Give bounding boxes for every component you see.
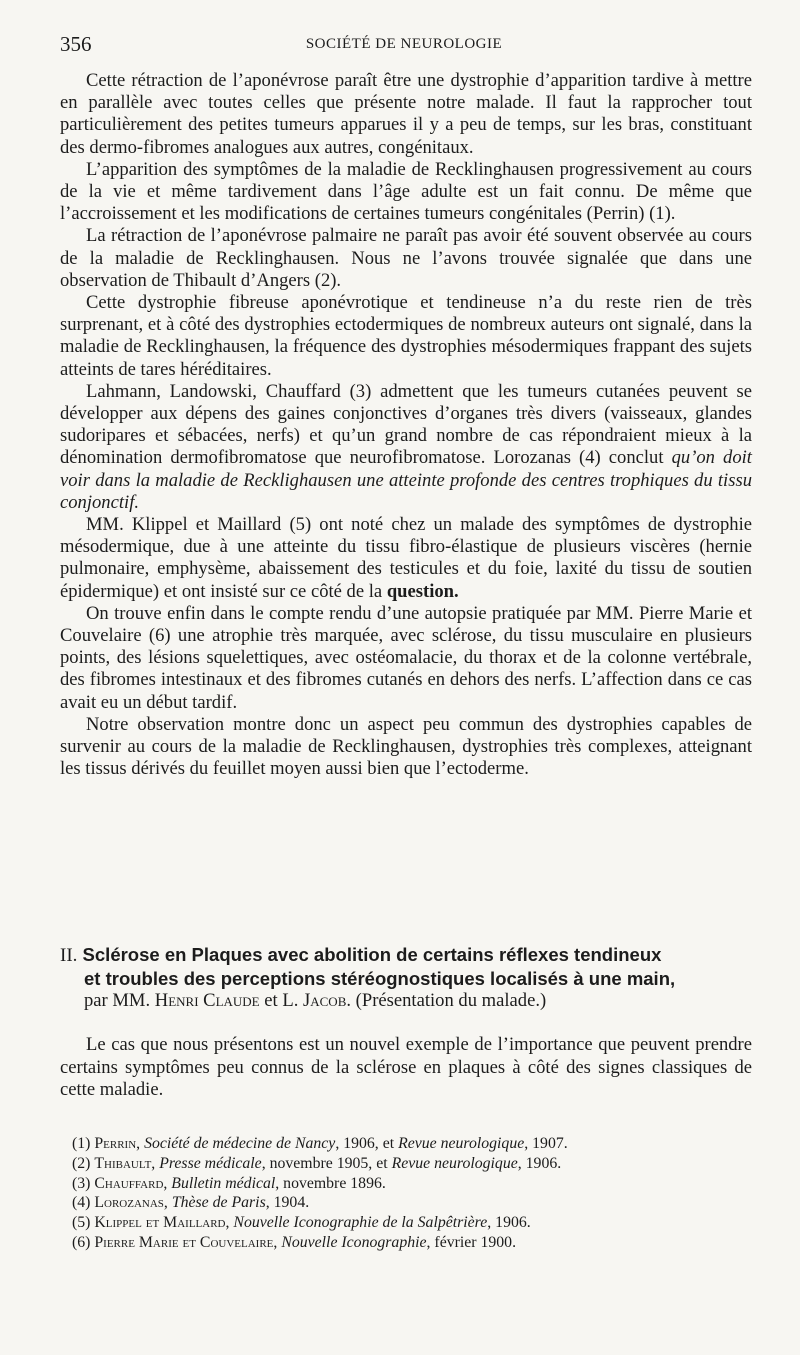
footnote-number: (4) — [72, 1194, 91, 1212]
footnote-source: Presse médicale — [159, 1154, 262, 1172]
footnote — [72, 1154, 752, 1174]
running-head — [60, 30, 748, 60]
paragraph — [60, 514, 752, 603]
footnote — [72, 1233, 752, 1253]
presentation-note: . (Présentation du malade.) — [346, 990, 547, 1011]
footnote-details: , 1904. — [265, 1194, 310, 1212]
footnote-details: , 1906, et — [335, 1135, 399, 1152]
byline — [84, 990, 752, 1013]
footnote-details: , 1906. — [517, 1154, 562, 1172]
footnote-author: Pierre Marie et Couvelaire — [94, 1233, 274, 1251]
byline-by: par MM. — [84, 990, 151, 1011]
footnote-author: Klippel et Maillard — [94, 1214, 226, 1232]
footnote-details: , 1906. — [487, 1214, 531, 1232]
footnote — [72, 1213, 752, 1233]
paragraph: Le cas que nous présentons est un nouvel exemple de l’importance que peuvent prendre certains symptômes peu connus de la sclérose en plaques à côté des signes classiques de cette maladie. — [60, 1034, 752, 1100]
footnote — [72, 1193, 752, 1213]
bold-word: question. — [386, 580, 459, 602]
page-number: 356 — [60, 32, 92, 56]
section-heading-block — [60, 944, 752, 1013]
footnote-number: (6) — [72, 1233, 91, 1251]
footnote-source: Revue neurologique — [398, 1135, 525, 1152]
paragraph: La rétraction de l’aponévrose palmaire ne paraît pas avoir été souvent observée au cours de la maladie de Recklinghausen. Nous ne l’avons trouvée signalée que dans une observation de Thibault d’Angers (2). — [60, 225, 752, 291]
footnote-author: Chauffard — [94, 1174, 164, 1192]
footnote-details: , novembre 1905, et — [261, 1154, 392, 1172]
section-title-line-1: Sclérose en Plaques avec abolition de certains réflexes tendineux — [82, 944, 662, 965]
italic-quote: qu’on doit voir dans la maladie de Recklighausen une atteinte profonde des centres trophiques du tissu conjonctif. — [60, 447, 752, 513]
footnote-separator: , — [225, 1214, 234, 1232]
footnote-source: Nouvelle Iconographie — [281, 1233, 427, 1251]
section-title-line-2: et troubles des perceptions stéréognostiques localisés à une main, — [84, 967, 676, 989]
paragraph-text: Lahmann, Landowski, Chauffard (3) admettent que les tumeurs cutanées peuvent se développer aux dépens des gaines conjonctives d’organes très divers (vaisseaux, glandes sudoripares et sébacées, nerfs) et qu’un grand nombre de cas répondraient mieux à la dénomination dermofibromatose que neurofibromatose. Lorozanas (4) conclut — [60, 380, 752, 469]
paragraph-text: MM. Klippel et Maillard (5) ont noté chez un malade des symptômes de dystrophie mésodermique, due à une atteinte du tissu fibro-élastique de plusieurs viscères (hernie pulmonaire, emphysème, abaissement des testicules et du foie, laxité du tissu de soutien épidermique) et ont insisté sur ce côté de la — [60, 514, 752, 602]
footnote-source: Nouvelle Iconographie de la Salpêtrière — [233, 1214, 488, 1232]
paragraph: Notre observation montre donc un aspect peu commun des dystrophies capables de survenir au cours de la maladie de Recklinghausen, dystrophies très complexes, atteignant les tissus dérivés du feuillet moyen aussi bien que l’ectoderme. — [60, 713, 752, 780]
footnote-separator: , — [163, 1194, 172, 1212]
footnote-number: (1) — [72, 1135, 91, 1152]
footnote-number: (2) — [72, 1154, 91, 1172]
journal-title: SOCIÉTÉ DE NEUROLOGIE — [305, 36, 503, 52]
footnote-number: (5) — [72, 1214, 91, 1232]
footnote-author: Lorozanas — [94, 1194, 164, 1212]
section-number: II. — [60, 945, 78, 966]
footnote-separator: , — [151, 1154, 160, 1172]
author-name: Henri Claude — [154, 990, 260, 1011]
paragraph — [60, 381, 752, 514]
footnote — [72, 1134, 752, 1154]
paragraph: Cette dystrophie fibreuse aponévrotique et tendineuse n’a du reste rien de très surprenant, et à côté des dystrophies ectodermiques de nombreux auteurs ont signalé, dans la maladie de Recklinghausen, la fréquence des dystrophies mésodermiques frappant des sujets atteints de tares héréditaires. — [60, 292, 752, 380]
footnote-source: Thèse de Paris — [171, 1194, 266, 1212]
author-name: Jacob — [303, 990, 347, 1011]
footnote-author: Thibault — [94, 1154, 152, 1172]
paragraph: On trouve enfin dans le compte rendu d’une autopsie pratiquée par MM. Pierre Marie et Couvelaire (6) une atrophie très marquée, avec sclérose, du tissu musculaire en plusieurs points, des lésions squelettiques, avec ostéomalacie, du thorax et de la colonne vertébrale, des fibromes intestinaux et des fibromes cutanés en dehors des nerfs. L’affection dans ce cas avait eu un début tardif. — [60, 602, 752, 713]
footnotes — [72, 1134, 752, 1253]
footnote — [72, 1174, 752, 1194]
footnote-source: Revue neurologique — [391, 1154, 518, 1172]
byline-and: et L. — [264, 990, 299, 1011]
footnote-separator: , — [273, 1233, 282, 1251]
footnote-number: (3) — [72, 1174, 91, 1192]
paragraph: L’apparition des symptômes de la maladie de Recklinghausen progressivement au cours de la vie et même tardivement dans l’âge adulte est un fait connu. De même que l’accroissement et les modifications de certaines tumeurs congénitales (Perrin) (1). — [60, 158, 752, 225]
footnote-source: Bulletin médical — [171, 1174, 276, 1192]
footnote-details: , 1907. — [524, 1135, 568, 1152]
footnote-separator: , — [136, 1135, 145, 1152]
section-title — [60, 944, 752, 990]
article-body — [60, 70, 752, 781]
footnote-source: Société de médecine de Nancy — [144, 1135, 336, 1152]
paragraph: Cette rétraction de l’aponévrose paraît être une dystrophie d’apparition tardive à mettre en parallèle avec toutes celles que présente notre malade. Il faut la rapprocher tout particulièrement des petites tumeurs apparues il y a peu de temps, sur les bras, constituant des dermo-fibromes analogues aux autres, congénitaux. — [60, 70, 752, 158]
footnote-details: , novembre 1896. — [275, 1174, 386, 1192]
footnote-author: Perrin — [94, 1135, 137, 1152]
section-intro — [60, 1034, 752, 1102]
footnote-separator: , — [163, 1174, 172, 1192]
footnote-details: , février 1900. — [426, 1233, 517, 1251]
